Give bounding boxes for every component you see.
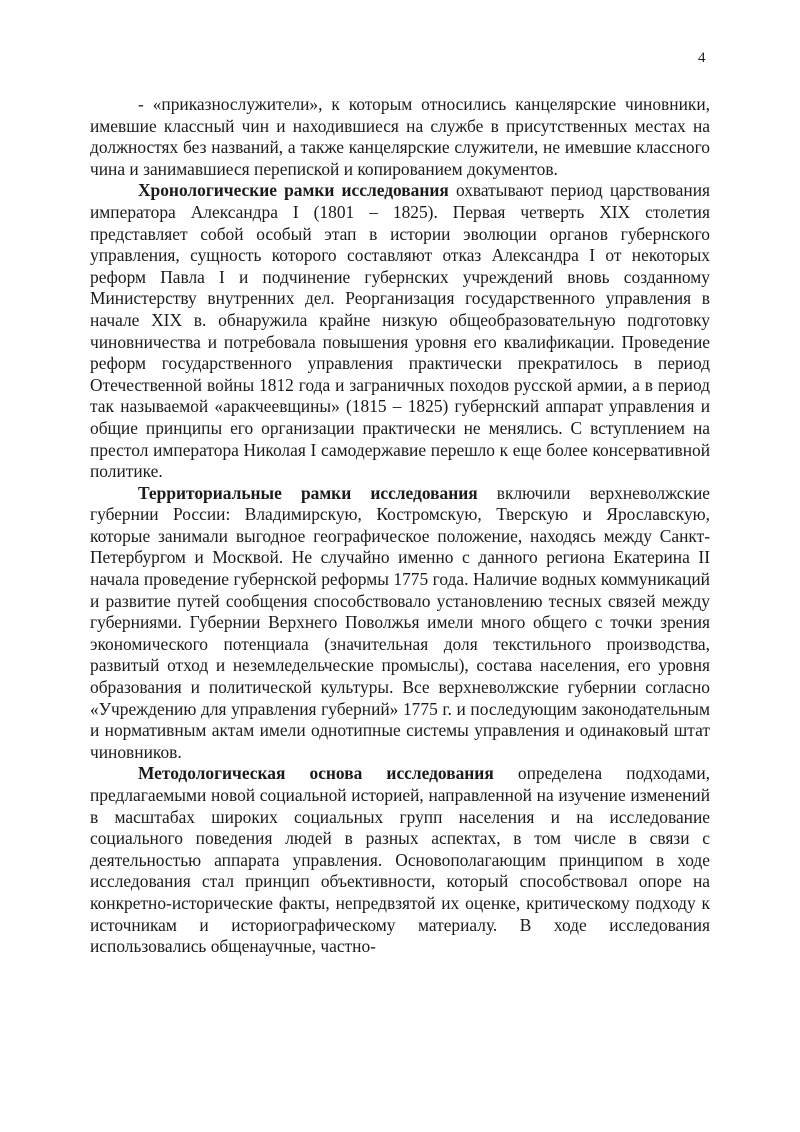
paragraph-clerks	[90, 94, 710, 180]
paragraph-chronological-lead: Хронологические рамки исследования	[138, 180, 449, 201]
paragraph-territorial-scope	[90, 483, 710, 764]
paragraph-clerks-text: - «приказнослужители», к которым относились канцелярские чиновники, имевшие классный чин и находившиеся на службе в присутственных местах на должностях без названий, а также канцелярские служители, не имевшие классного чина и занимавшиеся перепиской и копированием документов.	[90, 94, 710, 179]
document-body	[90, 94, 710, 958]
paragraph-methodology	[90, 763, 710, 957]
page-number: 4	[698, 50, 706, 66]
paragraph-methodology-lead: Методологическая основа исследования	[138, 763, 494, 784]
paragraph-chronological-text: охватывают период царствования императора Александра I (1801 – 1825). Первая четверть XIX столетия представляет собой особый этап в истории эволюции органов губернского управления, сущность которого составляют отказ Александра I от некоторых реформ Павла I и подчинение губернских учреждений вновь созданному Министерству внутренних дел. Реорганизация государственного управления в начале XIX в. обнаружила крайне низкую общеобразовательную подготовку чиновничества и потребовала повышения уровня его квалификации. Проведение реформ государственного управления практически прекратилось в период Отечественной войны 1812 года и заграничных походов русской армии, а в период так называемой «аракчеевщины» (1815 – 1825) губернский аппарат управления и общие принципы его организации практически не менялись. С вступлением на престол императора Николая I самодержавие перешло к еще более консервативной политике.	[90, 180, 710, 482]
paragraph-territorial-lead: Территориальные рамки исследования	[138, 482, 478, 503]
paragraph-territorial-text: включили верхневолжские губернии России: Владимирскую, Костромскую, Тверскую и Ярославскую, которые занимали выгодное географическое положение, находясь между Санкт-Петербургом и Москвой. Не случайно именно с данного региона Екатерина II начала проведение губернской реформы 1775 года. Наличие водных коммуникаций и развитие путей сообщения способствовало установлению тесных связей между губерниями. Губернии Верхнего Поволжья имели много общего с точки зрения экономического потенциала (значительная доля текстильного производства, развитый отход и неземледельческие промыслы), состава населения, его уровня образования и политической культуры. Все верхневолжские губернии согласно «Учреждению для управления губерний» 1775 г. и последующим законодательным и нормативным актам имели однотипные системы управления и одинаковый штат чиновников.	[90, 482, 710, 762]
paragraph-chronological-scope	[90, 180, 710, 482]
paragraph-methodology-text: определена подходами, предлагаемыми новой социальной историей, направленной на изучение изменений в масштабах широких социальных групп населения и на исследование социального поведения людей в разных аспектах, в том числе в связи с деятельностью аппарата управления. Основополагающим принципом в ходе исследования стал принцип объективности, который способствовал опоре на конкретно-исторические факты, непредвзятой их оценке, критическому подходу к источникам и историографическому материалу. В ходе исследования использовались общенаучные, частно-	[90, 763, 710, 957]
